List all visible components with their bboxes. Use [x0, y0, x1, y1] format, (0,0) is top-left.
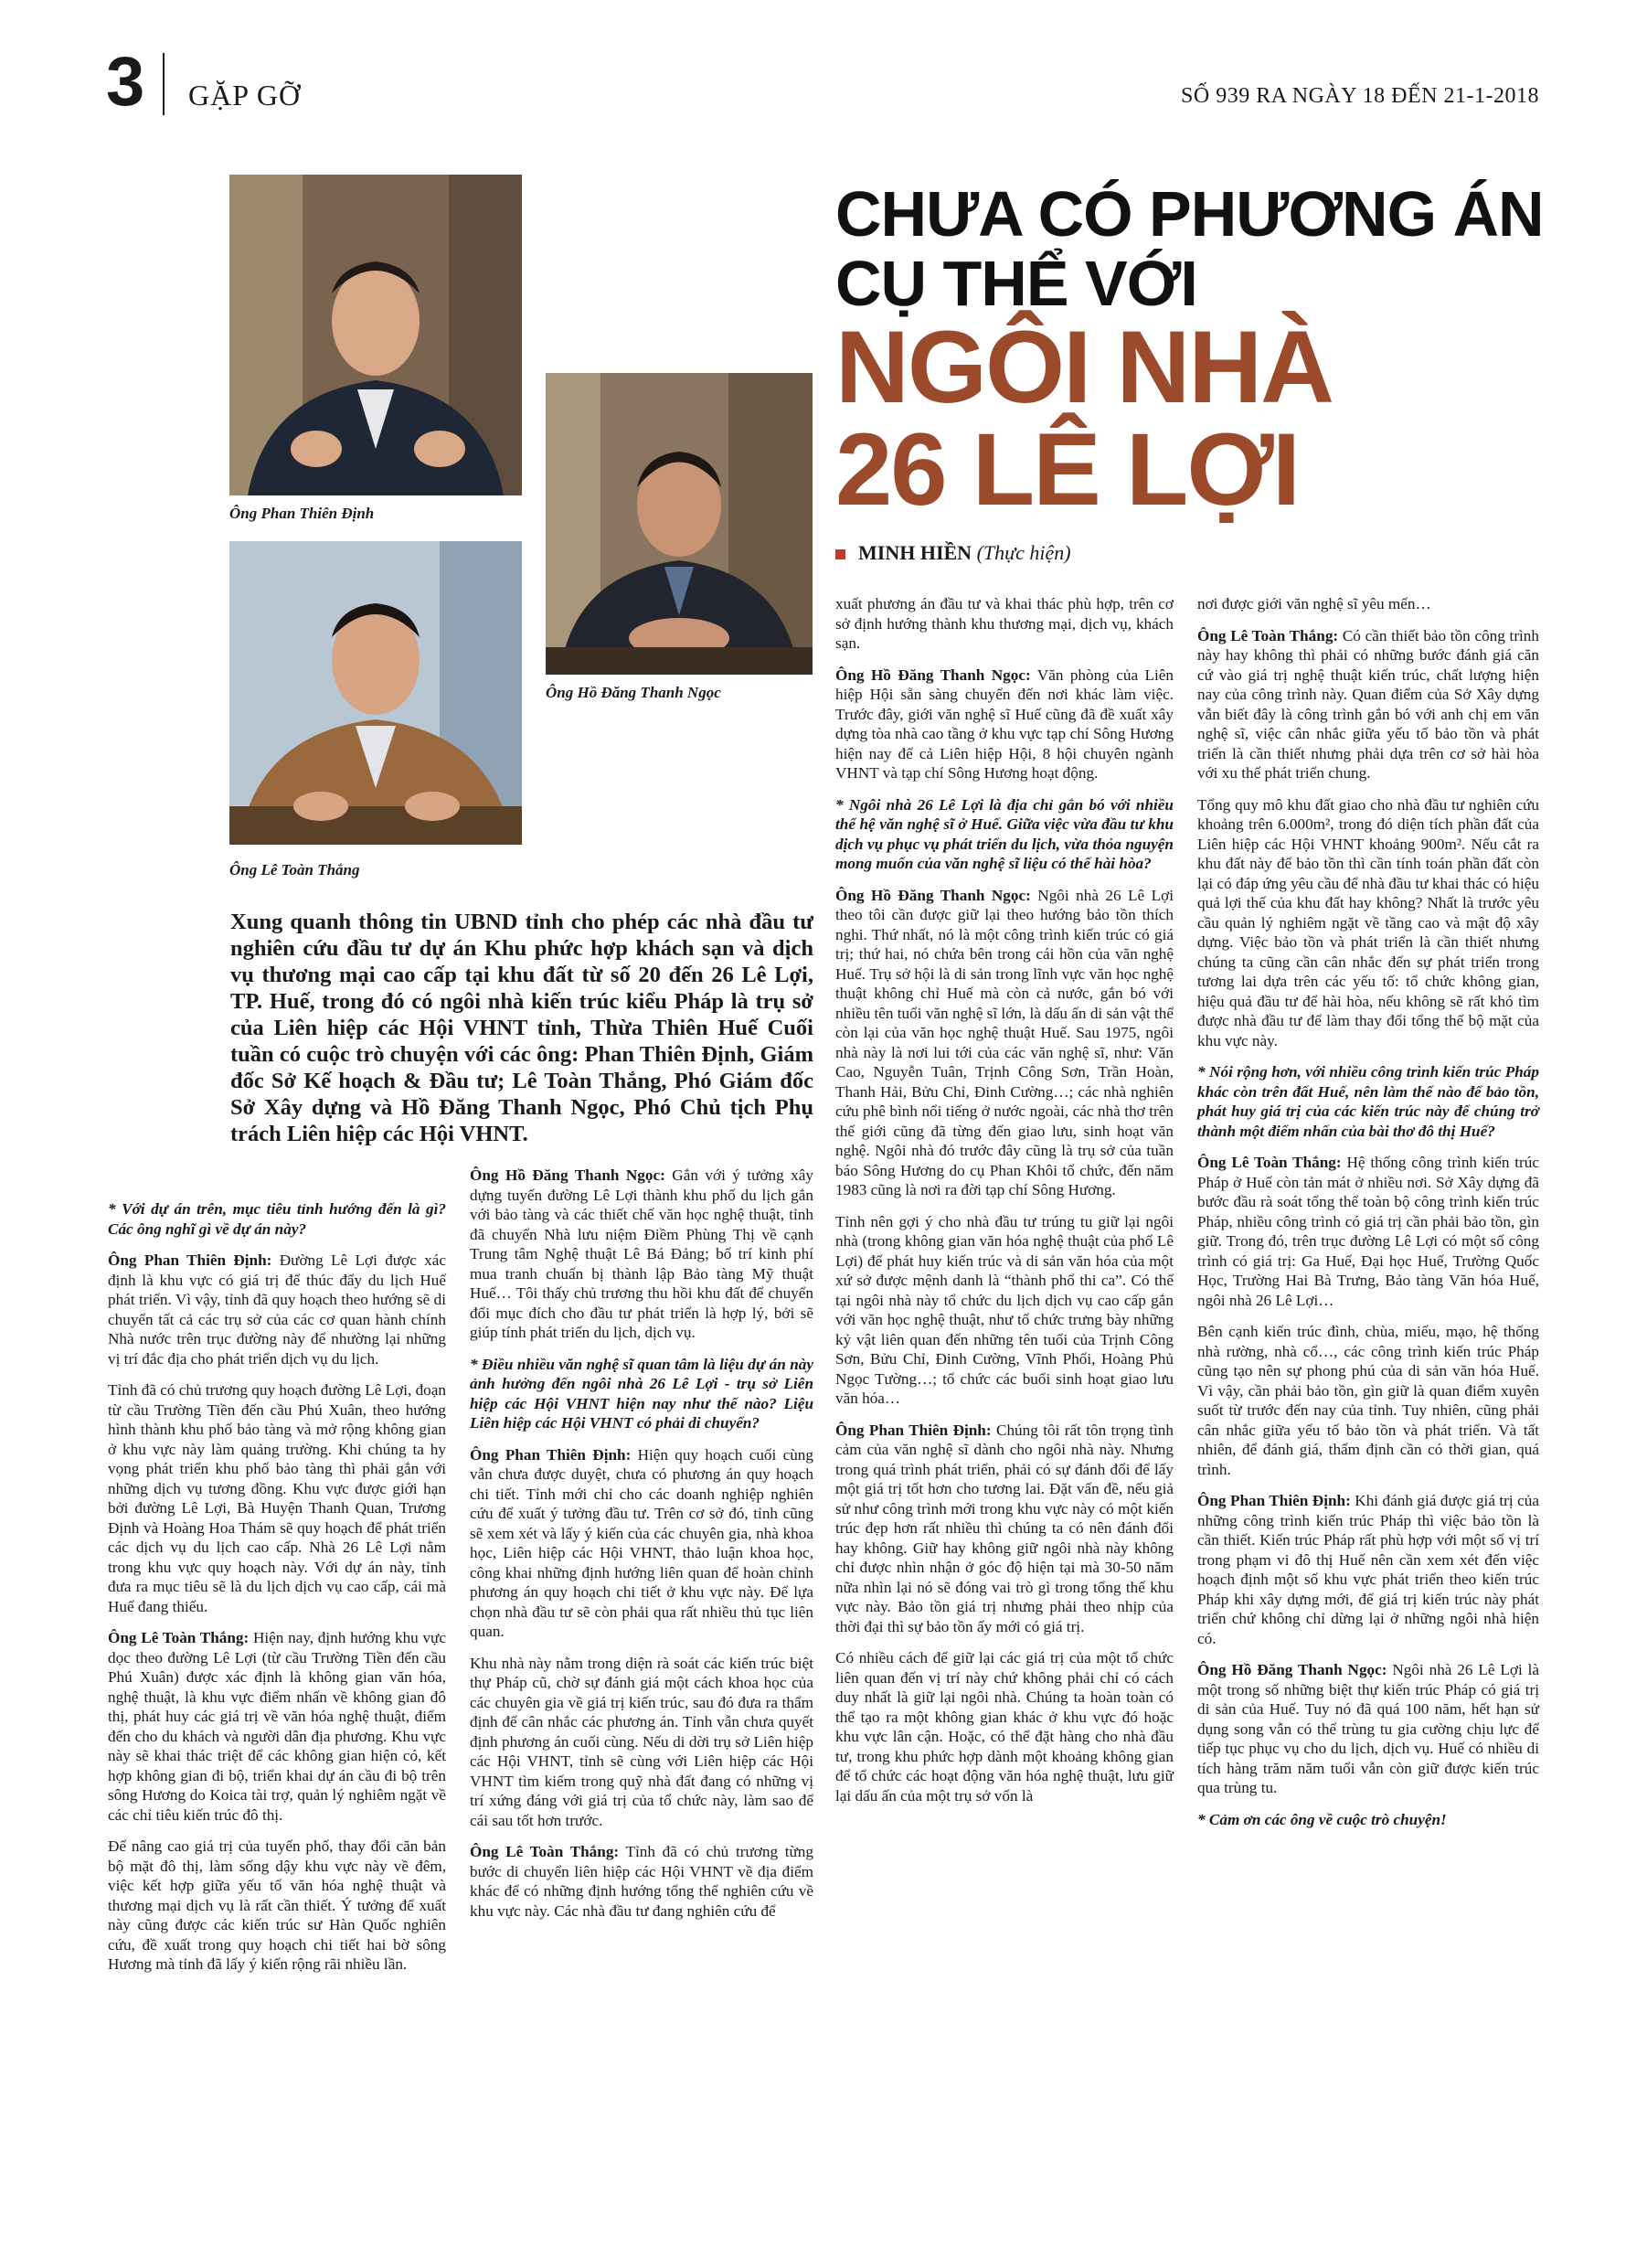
- issue-info: SỐ 939 RA NGÀY 18 ĐẾN 21-1-2018: [1181, 84, 1539, 108]
- answer-paragraph: [835, 665, 1174, 783]
- question: * Điều nhiều văn nghệ sĩ quan tâm là liệu dự án này ảnh hưởng đến ngôi nhà 26 Lê Lợi - trụ sở Liên hiệp các Hội VHNT hiện nay như thế nào? Liệu Liên hiệp các Hội VHNT có phải di chuyển?: [470, 1355, 813, 1432]
- paragraph-text: Khi đánh giá được giá trị của những công trình kiến trúc Pháp thì việc bảo tồn là cần thiết. Kiến trúc Pháp rất phù hợp với một số vị trí trong phạm vi đô thị Huế nên cần xem xét đến việc hoạch định một số khu vực phát triển theo kiến trúc Pháp khi xây dựng mới, để giá trị kiến trúc này phát triển chứ không chỉ dừng lại ở những ngôi nhà hiện có.: [1197, 1492, 1539, 1647]
- question: * Với dự án trên, mục tiêu tỉnh hướng đến là gì? Các ông nghĩ gì về dự án này?: [108, 1200, 446, 1238]
- speaker-name: Ông Lê Toàn Thắng:: [1197, 1154, 1342, 1171]
- photo-le-toan-thang: [229, 541, 522, 845]
- answer-paragraph: [1197, 1153, 1539, 1310]
- speaker-name: Ông Hồ Đăng Thanh Ngọc:: [835, 665, 1031, 684]
- headline-main: [835, 310, 1530, 527]
- answer-paragraph: [108, 1628, 446, 1825]
- answer-paragraph: [835, 1421, 1174, 1637]
- speaker-name: Ông Phan Thiên Định:: [1197, 1492, 1351, 1509]
- paragraph-text: xuất phương án đầu tư và khai thác phù hợp, trên cơ sở định hướng thành khu thương mại, dịch vụ, khách sạn.: [835, 595, 1174, 652]
- answer-paragraph: [470, 1445, 813, 1642]
- paragraph-text: Chúng tôi rất tôn trọng tình cảm của văn nghệ sĩ dành cho ngôi nhà này. Nhưng trong quá trình phát triển, phải có sự đánh đổi để lấy một giá trị tốt hơn cho tương lai. Đặt vấn đề, nếu giả sử như công trình mới trong khu vực này có một kiến trúc đẹp hơn rất nhiều thì chúng ta có nên đánh đổi hay không. Giữ hay không giữ ngôi nhà này không chỉ được nhìn nhận ở góc độ hiện tại mà 30-50 năm nữa nhìn lại nó sẽ đóng vai trò gì trong tổng thể khu vực này. Bảo tồn giá trị nhưng phải theo nhịp của thời đại thì sự bảo tồn ấy mới có giá trị.: [835, 1421, 1174, 1635]
- paragraph-text: Hệ thống công trình kiến trúc Pháp ở Huế còn tản mát ở nhiều nơi. Sở Xây dựng đã bước đầu rà soát tổng thể toàn bộ công trình kiến trúc Pháp, nhiều công trình có giá trị cần phải bảo tồn, gìn giữ. Trong đó, trên trục đường Lê Lợi có một số công trình có giá trị: Ga Huế, Đại học Huế, Trường Quốc Học, Trường Hai Bà Trưng, Bảo tàng Văn hóa Huế, ngôi nhà 26 Lê Lợi…: [1197, 1154, 1539, 1309]
- speaker-name: Ông Phan Thiên Định:: [835, 1421, 992, 1439]
- speaker-name: Ông Lê Toàn Thắng:: [108, 1629, 250, 1646]
- paragraph-text: Tổng quy mô khu đất giao cho nhà đầu tư nghiên cứu khoảng trên 6.000m², trong đó diện tích phần đất của Liên hiệp các Hội VHNT khoảng 900m². Nếu cắt ra khu đất này để bảo tồn thì cần tính toán phần đất còn lại có đáp ứng yêu cầu để nhà đầu tư khai thác có hiệu quả lợi thế của khu đất hay không? Nhất là trước yêu cầu quản lý nghiêm ngặt về tầng cao và mật độ xây dựng. Việc bảo tồn và phát triển là cần thiết nhưng chúng ta cũng cần cân nhắc đến sự phát triển trong tương lai dựa trên các yếu tố: tổ chức không gian, hiệu quả đầu tư để hài hòa, nếu không sẽ rất khó tìm được nhà đầu tư để làm thay đổi tổng thể bộ mặt của khu vực này.: [1197, 795, 1539, 1049]
- answer-paragraph: [835, 886, 1174, 1200]
- paragraph-text: Ngôi nhà 26 Lê Lợi theo tôi cần được giữ lại theo hướng bảo tồn thích nghi. Thứ nhất, nó là một công trình kiến trúc có giá trị; thứ hai, nó chứa bên trong cái hồn của văn nghệ Huế. Trụ sở hội là di sản trong lĩnh vực văn học nghệ thuật không chỉ Huế mà còn cả nước, gắn bó với nhiều tên tuổi văn nghệ sĩ lớn, là dấu ấn di sản vật thể còn lại của văn học nghệ thuật Huế. Sau 1975, ngôi nhà này là nơi lui tới của các văn nghệ sĩ, như: Văn Cao, Nguyễn Tuân, Trịnh Công Sơn, Trần Hoàn, Thanh Hải, Bửu Chỉ, Đinh Cường…; các nhà nghiên cứu phê bình nổi tiếng ở nước ngoài, các nhà thơ trên thế giới cũng đã từng đến giao lưu, sinh hoạt văn nghệ. Ngôi nhà đó trước đây cũng là trụ sở của tuần báo Sông Hương do cụ Phan Khôi tổ chức, đến năm 1983 cũng là nơi ra đời tạp chí Sông Hương.: [835, 886, 1174, 1198]
- speaker-name: Ông Lê Toàn Thắng:: [470, 1843, 620, 1860]
- paragraph-text: Tỉnh nên gợi ý cho nhà đầu tư trúng tu giữ lại ngôi nhà (trong không gian văn hóa nghệ thuật của phố Lê Lợi) để phát huy kiến trúc và di sản văn hóa của một xứ sở được mệnh danh là “thành phố thi ca”. Có thể tại ngôi nhà này tổ chức du lịch dịch vụ cao cấp gắn với văn học nghệ thuật, như tổ chức trưng bày những kỷ vật liên quan đến những tên tuổi của Trịnh Công Sơn, Bửu Chỉ, Đinh Cường, Vĩnh Phối, Hoàng Phủ Ngọc Tường…; tổ chức các buổi sinh hoạt giao lưu văn hóa…: [835, 1212, 1174, 1407]
- caption-le-toan-thang: Ông Lê Toàn Thắng: [229, 861, 360, 878]
- article-column-2: [470, 1166, 813, 1933]
- byline: [835, 541, 1071, 565]
- paragraph-text: Văn phòng của Liên hiệp Hội sẵn sàng chuyển đến nơi khác làm việc. Trước đây, giới văn nghệ sĩ Huế cũng đã đề xuất xây dựng tòa nhà cao tầng ở khu vực tạp chí Sông Hương hiện nay để cả Liên hiệp Hội, 8 hội chuyên ngành VHNT và tạp chí Sông Hương hoạt động.: [835, 665, 1174, 782]
- caption-phan-thien-dinh: Ông Phan Thiên Định: [229, 505, 375, 522]
- headline-line-1: CHƯA CÓ PHƯƠNG ÁN: [835, 178, 1544, 250]
- answer-paragraph: [108, 1251, 446, 1368]
- question: * Nói rộng hơn, với nhiều công trình kiến trúc Pháp khác còn trên đất Huế, nên làm thế nào để bảo tồn, phát huy giá trị của các kiến trúc này để chúng trở thành một điểm nhấn của bài thơ đô thị Huế?: [1197, 1063, 1539, 1140]
- question: * Ngôi nhà 26 Lê Lợi là địa chỉ gắn bó với nhiều thế hệ văn nghệ sĩ ở Huế. Giữa việc vừa đầu tư khu dịch vụ phục vụ phát triển du lịch, vừa thỏa nguyện mong muốn của văn nghệ sĩ liệu có thể hài hòa?: [835, 795, 1174, 872]
- paragraph-text: Tỉnh đã có chủ trương từng bước di chuyển liên hiệp các Hội VHNT về địa điểm khác để có những định hướng tổng thể nghiên cứu về khu vực này. Các nhà đầu tư đang nghiên cứu để: [470, 1843, 813, 1920]
- paragraph-text: Để nâng cao giá trị của tuyến phố, thay đổi căn bản bộ mặt đô thị, làm sống dậy khu vực này về đêm, việc kết hợp giữa yếu tố văn hóa nghệ thuật và thương mại dịch vụ là rất cần thiết. Ý tưởng để xuất này cũng được các kiến trúc sư Hàn Quốc nghiên cứu, đề xuất trong quy hoạch chi tiết hai bờ sông Hương mà tỉnh đã lấy ý kiến rộng rãi nhiều lần.: [108, 1837, 446, 1973]
- article-column-4: [1197, 594, 1539, 1841]
- article-column-3: [835, 594, 1174, 1817]
- speaker-name: Ông Phan Thiên Định:: [108, 1251, 272, 1269]
- headline-line-2: CỤ THỂ VỚI: [835, 248, 1197, 319]
- page-number: 3: [106, 43, 145, 121]
- body-paragraph: [108, 1380, 446, 1616]
- caption-ho-dang-thanh-ngoc: Ông Hồ Đăng Thanh Ngọc: [546, 684, 721, 701]
- header-divider: [163, 53, 165, 115]
- body-paragraph: [1197, 1322, 1539, 1479]
- paragraph-text: Có cần thiết bảo tồn công trình này hay không thì phải có những bước đánh giá căn cứ vào giá trị nghệ thuật kiến trúc, chất lượng hiện nay của công trình này. Quan điểm của Sở Xây dựng vẫn biết đây là công trình gắn bó với anh chị em văn nghệ sĩ, việc cân nhắc giữa yếu tố bảo tồn và phát triển là cần thiết nhưng phải dựa trên cơ sở hài hòa với xu thế phát triển chung.: [1197, 626, 1539, 782]
- body-paragraph: [835, 1212, 1174, 1409]
- headline-top: [835, 179, 1548, 318]
- body-paragraph: [1197, 594, 1539, 614]
- section-label: GẶP GỠ: [188, 79, 302, 112]
- body-paragraph: [835, 1648, 1174, 1805]
- speaker-name: Ông Hồ Đăng Thanh Ngọc:: [470, 1166, 665, 1184]
- body-paragraph: [108, 1837, 446, 1975]
- paragraph-text: Ngôi nhà 26 Lê Lợi là một trong số những biệt thự kiến trúc Pháp có giá trị di sản của Huế. Tuy nó đã quá 100 năm, hết hạn sử dụng song vẫn có thể trùng tu gia cường chịu lực để tiếp tục phục vụ cho du lịch, dịch vụ. Huế có nhiều di tích hàng trăm năm tuổi vẫn còn giữ được kiến trúc qua trùng tu.: [1197, 1661, 1539, 1796]
- body-paragraph: [470, 1654, 813, 1831]
- paragraph-text: Đường Lê Lợi được xác định là khu vực có giá trị để thúc đẩy du lịch Huế phát triển. Vì vậy, tỉnh đã quy hoạch theo hướng sẽ di chuyển tất cả các trụ sở của các cơ quan hành chính Nhà nước trên trục đường này để nhường lại những vị trí đắc địa cho phát triển dịch vụ du lịch.: [108, 1251, 446, 1368]
- article-column-1: [108, 1199, 446, 1986]
- byline-marker: [835, 549, 845, 559]
- photo-phan-thien-dinh: [229, 175, 522, 495]
- paragraph-text: Hiện nay, định hướng khu vực dọc theo đường Lê Lợi (từ cầu Trường Tiền đến cầu Phú Xuân) được xác định là không gian văn hóa, nghệ thuật, là khu vực điểm nhấn về không gian đô thị, phát huy các giá trị về văn hóa nghệ thuật, điểm đến cho du khách và người dân địa phương. Khu vực này sẽ khai thác triệt để các không gian hiện có, kết hợp không gian đi bộ, triển khai dự án cầu đi bộ trên sông Hương do Koica tài trợ, quản lý nghiêm ngặt về các chỉ tiêu kiến trúc đô thị.: [108, 1629, 447, 1824]
- paragraph-text: Khu nhà này nằm trong diện rà soát các kiến trúc biệt thự Pháp cũ, chờ sự đánh giá một cách khoa học của các chuyên gia về giá trị kiến trúc, sau đó đưa ra thẩm định để cân nhắc các phương án. Tỉnh vẫn chưa quyết định phương án cuối cùng. Nếu di dời trụ sở Liên hiệp các Hội VHNT, tỉnh sẽ cùng với Liên hiệp các Hội VHNT tìm kiếm trong quỹ nhà đất đang có những vị trí xứng đáng với giá trị của tổ chức này, làm sao để cái sau tốt hơn trước.: [470, 1654, 813, 1829]
- lead-paragraph: Xung quanh thông tin UBND tỉnh cho phép các nhà đầu tư nghiên cứu đầu tư dự án Khu phức hợp khách sạn và dịch vụ thương mại cao cấp tại khu đất từ số 20 đến 26 Lê Lợi, TP. Huế, trong đó có ngôi nhà kiến trúc kiểu Pháp là trụ sở của Liên hiệp các Hội VHNT tỉnh, Thừa Thiên Huế Cuối tuần có cuộc trò chuyện với các ông: Phan Thiên Định, Giám đốc Sở Kế hoạch & Đầu tư; Lê Toàn Thắng, Phó Giám đốc Sở Xây dựng và Hồ Đăng Thanh Ngọc, Phó Chủ tịch Phụ trách Liên hiệp các Hội VHNT.: [230, 910, 813, 1146]
- answer-paragraph: [470, 1842, 813, 1921]
- paragraph-text: Bên cạnh kiến trúc đình, chùa, miếu, mạo, hệ thống nhà rường, nhà cổ…, các công trình kiến trúc Pháp cũng tạo nên sự phong phú của di sản văn hóa Huế. Vì vậy, cần phải bảo tồn, gìn giữ là quan điểm xuyên suốt từ trước đến nay của tỉnh. Tuy nhiên, cũng phải cân nhắc giữa yếu tố bảo tồn và phát triển. Và tất nhiên, để đánh giá, thẩm định cần có thời gian, quá trình.: [1197, 1323, 1539, 1478]
- speaker-name: Ông Hồ Đăng Thanh Ngọc:: [835, 886, 1031, 904]
- body-paragraph: [835, 594, 1174, 654]
- byline-role: (Thực hiện): [976, 541, 1071, 564]
- headline-line-4: 26 LÊ LỢI: [835, 412, 1299, 527]
- photo-ho-dang-thanh-ngoc: [546, 373, 813, 675]
- paragraph-text: Gắn với ý tưởng xây dựng tuyến đường Lê Lợi thành khu phố du lịch gắn với bảo tàng và các thiết chế văn học nghệ thuật, tỉnh đã chuyển Nhà lưu niệm Điềm Phùng Thị về cạnh Trung tâm Nghệ thuật Lê Bá Đảng; bố trí kinh phí mua tranh chuẩn bị thành lập Bảo tàng Mỹ thuật Huế… Tôi thấy chủ trương thu hồi khu đất để chuyển đổi mục đích cho đầu tư phát triển là hợp lý, bởi sẽ giúp tính phát triển du lịch, dịch vụ.: [470, 1166, 813, 1341]
- closing-line: * Cảm ơn các ông về cuộc trò chuyện!: [1197, 1810, 1447, 1828]
- answer-paragraph: [470, 1166, 813, 1343]
- paragraph-text: Hiện quy hoạch cuối cùng vẫn chưa được duyệt, chưa có phương án quy hoạch chi tiết. Tỉnh mới chỉ cho các doanh nghiệp nghiên cứu để xuất ý tưởng đầu tư. Trên cơ sở đó, tỉnh cũng sẽ xem xét và lấy ý kiến của các chuyên gia, nhà khoa học, Liên hiệp các Hội VHNT, thảo luận khoa học, công khai những định hướng liên quan để hoàn chỉnh phương án quy hoạch chi tiết ở khu vực này. Để lựa chọn nhà đầu tư sẽ còn phải qua rất nhiều thủ tục liên quan.: [470, 1445, 813, 1640]
- paragraph-text: nơi được giới văn nghệ sĩ yêu mến…: [1197, 595, 1431, 612]
- answer-paragraph: [1197, 1660, 1539, 1798]
- headline-line-3: NGÔI NHÀ: [835, 310, 1333, 424]
- answer-paragraph: [1197, 626, 1539, 783]
- speaker-name: Ông Hồ Đăng Thanh Ngọc:: [1197, 1661, 1387, 1678]
- body-paragraph: [1197, 795, 1539, 1051]
- speaker-name: Ông Lê Toàn Thắng:: [1197, 626, 1339, 644]
- speaker-name: Ông Phan Thiên Định:: [470, 1445, 632, 1464]
- byline-author: MINH HIỀN: [858, 541, 972, 564]
- paragraph-text: Tỉnh đã có chủ trương quy hoạch đường Lê Lợi, đoạn từ cầu Trường Tiền đến cầu Phú Xuân, theo hướng hình thành khu phố bảo tàng và mở rộng không gian ở khu vực này làm quảng trường. Khi chúng ta hy vọng phát triển khu phố bảo tàng thì phải gắn với những dịch vụ tương đồng. Khu vực được giới hạn bởi đường Lê Lợi, Bà Huyện Thanh Quan, Trương Định và Hoàng Hoa Thám sẽ quy hoạch để phát triển các dịch vụ du lịch cao cấp. Nhà 26 Lê Lợi nằm trong khu vực quy hoạch này. Với dự án này, tỉnh đưa ra mục tiêu sẽ là du lịch dịch vụ cao cấp, cái mà Huế đang thiếu.: [108, 1381, 446, 1615]
- paragraph-text: Có nhiều cách để giữ lại các giá trị của một tổ chức liên quan đến vị trí này chứ không phải chỉ có cách duy nhất là giữ lại ngôi nhà. Chúng ta hoàn toàn có thể tạo ra một không gian khác ở khu vực đó hoặc khu vực lân cận. Hoặc, có thể đặt hàng cho nhà đầu tư, trong khu phức hợp dành một khoảng không gian để tổ chức các hoạt động văn hóa nghệ thuật, lưu giữ lại dấu ấn của một trụ sở vốn là: [835, 1649, 1174, 1805]
- answer-paragraph: [1197, 1491, 1539, 1648]
